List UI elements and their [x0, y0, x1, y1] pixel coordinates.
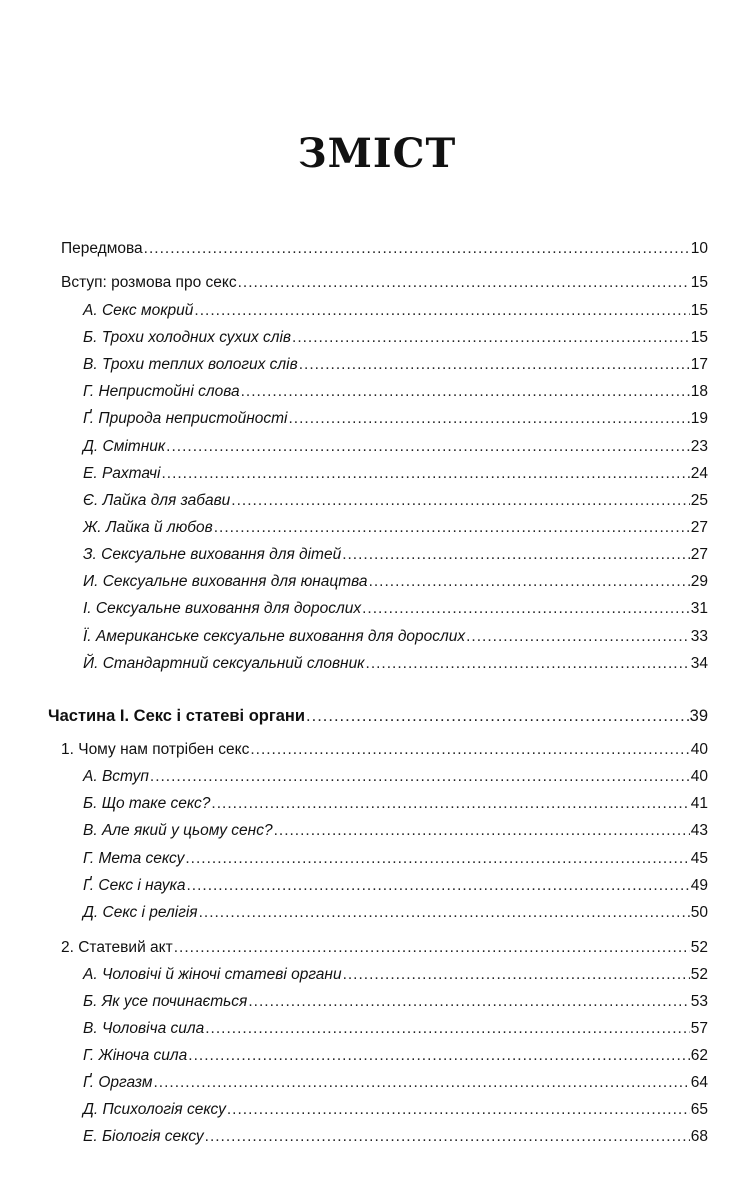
toc-entry-title: Є. Лайка для забави: [83, 492, 231, 509]
toc-page-number: 43: [690, 822, 708, 839]
toc-dot-leader: [194, 300, 689, 322]
toc-section-entry: [83, 544, 708, 566]
toc-entry-title: В. Трохи теплих вологих слів: [83, 356, 298, 373]
toc-entry-title: Д. Смітник: [83, 438, 166, 455]
toc-dot-leader: [227, 1099, 690, 1121]
toc-section-entry: [83, 490, 708, 512]
page-title: ЗМІСТ: [297, 130, 457, 177]
toc-dot-leader: [292, 327, 690, 349]
toc-entry-title: Ж. Лайка й любов: [83, 519, 213, 536]
toc-page-number: 53: [690, 993, 708, 1010]
toc-page-number: 27: [690, 519, 708, 536]
toc-chapter-entry: [61, 238, 708, 260]
toc-dot-leader: [211, 793, 689, 815]
toc-dot-leader: [214, 517, 690, 539]
toc-dot-leader: [166, 436, 690, 458]
toc-entry-title: Передмова: [61, 240, 143, 257]
toc-entry-title: Ї. Американське сексуальне виховання для дорослих: [83, 628, 466, 645]
toc-section-entry: [83, 598, 708, 620]
toc-entry-title: Б. Трохи холодних сухих слів: [83, 329, 292, 346]
toc-page-number: 49: [690, 877, 708, 894]
toc-dot-leader: [205, 1126, 690, 1148]
toc-section-entry: [83, 327, 708, 349]
toc-page-number: 57: [690, 1020, 708, 1037]
toc-entry-title: Ґ. Секс і наука: [83, 877, 186, 894]
toc-page-number: 10: [690, 240, 708, 257]
toc-section-entry: [83, 848, 708, 870]
toc-entry-title: А. Вступ: [83, 768, 149, 785]
toc-section-entry: [83, 517, 708, 539]
toc-page-number: 34: [690, 655, 708, 672]
toc-page-number: 18: [690, 383, 708, 400]
toc-section-entry: [83, 875, 708, 897]
toc-dot-leader: [466, 626, 690, 648]
toc-entry-title: Д. Психологія сексу: [83, 1101, 226, 1118]
toc-page-number: 17: [690, 356, 708, 373]
toc-entry-title: В. Чоловіча сила: [83, 1020, 205, 1037]
toc-page-number: 39: [689, 707, 708, 725]
toc-page-number: 19: [690, 410, 708, 427]
toc-page-number: 41: [690, 795, 708, 812]
toc-section-entry: [83, 1099, 708, 1121]
toc-section-entry: [83, 653, 708, 675]
toc-entry-title: В. Але який у цьому сенс?: [83, 822, 273, 839]
toc-dot-leader: [366, 653, 690, 675]
toc-dot-leader: [369, 571, 690, 593]
toc-page-number: 15: [690, 302, 708, 319]
toc-page-number: 65: [690, 1101, 708, 1118]
toc-section-entry: [83, 381, 708, 403]
toc-entry-title: І. Сексуальне виховання для дорослих: [83, 600, 362, 617]
toc-page-number: 68: [690, 1128, 708, 1145]
toc-page-number: 25: [690, 492, 708, 509]
toc-dot-leader: [161, 463, 689, 485]
toc-dot-leader: [288, 408, 689, 430]
toc-dot-leader: [185, 848, 689, 870]
toc-section-entry: [83, 436, 708, 458]
toc-dot-leader: [342, 544, 690, 566]
toc-dot-leader: [205, 1018, 690, 1040]
toc-section-entry: [83, 300, 708, 322]
toc-page-number: 64: [690, 1074, 708, 1091]
toc-dot-leader: [199, 902, 690, 924]
toc-section-entry: [83, 1045, 708, 1067]
toc-dot-leader: [274, 820, 690, 842]
toc-entry-title: 1. Чому нам потрібен секс: [61, 741, 250, 758]
toc-entry-title: Частина І. Секс і статеві органи: [48, 707, 306, 725]
toc-dot-leader: [299, 354, 690, 376]
toc-dot-leader: [241, 381, 690, 403]
toc-entry-title: Г. Непристойні слова: [83, 383, 240, 400]
toc-dot-leader: [188, 1045, 689, 1067]
toc-entry-title: Д. Секс і релігія: [83, 904, 198, 921]
toc-dot-leader: [174, 937, 690, 959]
toc-page-number: 33: [690, 628, 708, 645]
toc-section-entry: [83, 1126, 708, 1148]
toc-entry-title: Г. Мета сексу: [83, 850, 185, 867]
toc-section-entry: [83, 1072, 708, 1094]
toc-dot-leader: [238, 272, 690, 294]
toc-section-entry: [83, 1018, 708, 1040]
toc-section-entry: [83, 408, 708, 430]
toc-page-number: 27: [690, 546, 708, 563]
toc-dot-leader: [150, 766, 690, 788]
toc-page-number: 40: [690, 768, 708, 785]
toc-entry-title: Вступ: розмова про секс: [61, 274, 237, 291]
toc-page-number: 15: [690, 329, 708, 346]
toc-page-number: 29: [690, 573, 708, 590]
toc-dot-leader: [231, 490, 689, 512]
toc-page-number: 50: [690, 904, 708, 921]
toc-dot-leader: [362, 598, 690, 620]
toc-section-entry: [83, 463, 708, 485]
toc-page-number: 31: [690, 600, 708, 617]
toc-dot-leader: [153, 1072, 689, 1094]
toc-dot-leader: [343, 964, 690, 986]
toc-dot-leader: [248, 991, 689, 1013]
toc-section-entry: [83, 991, 708, 1013]
toc-dot-leader: [250, 739, 689, 761]
toc-entry-title: А. Секс мокрий: [83, 302, 194, 319]
toc-page-number: 24: [690, 465, 708, 482]
toc-entry-title: Е. Біологія сексу: [83, 1128, 204, 1145]
toc-section-entry: [83, 571, 708, 593]
toc-page-number: 62: [690, 1047, 708, 1064]
toc-entry-title: Ґ. Природа непристойності: [83, 410, 288, 427]
toc-section-entry: [83, 354, 708, 376]
toc-chapter-entry: [61, 937, 708, 959]
toc-dot-leader: [306, 705, 689, 727]
toc-page-number: 52: [690, 966, 708, 983]
toc-entry-title: Ґ. Оргазм: [83, 1074, 153, 1091]
toc-page-number: 40: [690, 741, 708, 758]
toc-section-entry: [83, 964, 708, 986]
toc-entry-title: Б. Що таке секс?: [83, 795, 211, 812]
toc-chapter-entry: [61, 272, 708, 294]
toc-entry-title: З. Сексуальне виховання для дітей: [83, 546, 342, 563]
toc-section-entry: [83, 766, 708, 788]
toc-dot-leader: [186, 875, 689, 897]
toc-page-number: 23: [690, 438, 708, 455]
toc-page-number: 45: [690, 850, 708, 867]
toc-section-entry: [83, 820, 708, 842]
toc-section-entry: [83, 793, 708, 815]
toc-section-entry: [83, 626, 708, 648]
toc-entry-title: И. Сексуальне виховання для юнацтва: [83, 573, 368, 590]
toc-chapter-entry: [61, 739, 708, 761]
toc-entry-title: А. Чоловічі й жіночі статеві органи: [83, 966, 342, 983]
toc-page-number: 15: [690, 274, 708, 291]
toc-entry-title: Е. Рахтачі: [83, 465, 161, 482]
toc-part-entry: [48, 705, 708, 727]
toc-entry-title: Й. Стандартний сексуальний словник: [83, 655, 365, 672]
toc-entry-title: 2. Статевий акт: [61, 939, 173, 956]
toc-dot-leader: [144, 238, 690, 260]
toc-section-entry: [83, 902, 708, 924]
toc-entry-title: Б. Як усе починається: [83, 993, 248, 1010]
toc-page-number: 52: [690, 939, 708, 956]
toc-entry-title: Г. Жіноча сила: [83, 1047, 188, 1064]
